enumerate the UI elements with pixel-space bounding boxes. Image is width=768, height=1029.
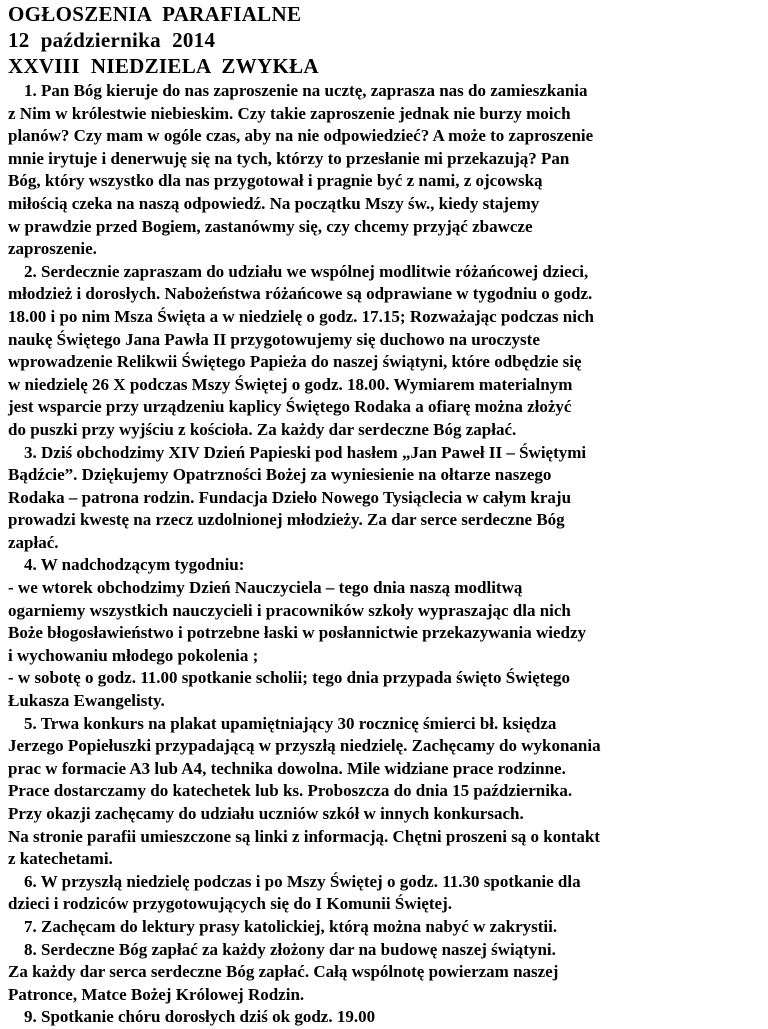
text-line: z Nim w królestwie niebieskim. Czy takie zaproszenie jednak nie burzy moich — [8, 103, 571, 123]
document-date: 12 października 2014 — [8, 28, 216, 52]
text-line: i wychowaniu młodego pokolenia ; — [8, 645, 259, 665]
text-line: 3. Dziś obchodzimy XIV Dzień Papieski pod hasłem „Jan Paweł II – Świętymi — [24, 442, 587, 462]
text-line: młodzież i dorosłych. Nabożeństwa różańcowe są odprawiane w tygodniu o godz. — [8, 284, 593, 304]
text-line: prowadzi kwestę na rzecz uzdolnionej młodzieży. Za dar serce serdeczne Bóg — [8, 510, 565, 530]
text-line: 2. Serdecznie zapraszam do udziału we wspólnej modlitwie różańcowej dzieci, — [24, 261, 589, 281]
document-header — [8, 1, 760, 79]
text-line: mnie irytuje i denerwuję się na tych, którzy to przesłanie mi przekazują? Pan — [8, 148, 570, 168]
text-line: Przy okazji zachęcamy do udziału uczniów szkół w innych konkursach. — [8, 804, 524, 823]
text-line: 18.00 i po nim Msza Święta a w niedzielę o godz. 17.15; Rozważając podczas nich — [8, 306, 594, 326]
text-line: 5. Trwa konkurs na plakat upamiętniający 30 rocznicę śmierci bł. księdza — [24, 713, 557, 733]
text-line: z katechetami. — [8, 849, 113, 869]
text-line: Patronce, Matce Bożej Królowej Rodzin. — [8, 984, 305, 1004]
text-line: 8. Serdeczne Bóg zapłać za każdy złożony dar na budowę naszej świątyni. — [24, 939, 556, 959]
text-line: Prace dostarczamy do katechetek lub ks. Proboszcza do dnia 15 października. — [8, 781, 573, 801]
text-line: miłością czeka na naszą odpowiedź. Na początku Mszy św., kiedy stajemy — [8, 193, 540, 213]
text-line: dzieci i rodziców przygotowujących się do I Komunii Świętej. — [8, 894, 453, 914]
text-line: Łukasza Ewangelisty. — [8, 691, 165, 711]
text-line: wprowadzenie Relikwii Świętego Papieża do naszej świątyni, które odbędzie się — [8, 352, 582, 372]
text-line: Bądźcie”. Dziękujemy Opatrzności Bożej za wyniesienie na ołtarze naszego — [8, 465, 552, 485]
text-line: - w sobotę o godz. 11.00 spotkanie scholii; tego dnia przypada święto Świętego — [8, 668, 570, 688]
text-line: 6. W przyszłą niedzielę podczas i po Mszy Świętej o godz. 11.30 spotkanie dla — [24, 871, 581, 891]
text-line: do puszki przy wyjściu z kościoła. Za każdy dar serdeczne Bóg zapłać. — [8, 419, 517, 439]
text-line: planów? Czy mam w ogóle czas, aby na nie odpowiedzieć? A może to zaproszenie — [8, 126, 594, 146]
text-line: Bóg, który wszystko dla nas przygotował i pragnie być z nami, z ojcowską — [8, 171, 543, 191]
text-line: Na stronie parafii umieszczone są linki z informacją. Chętni proszeni są o kontakt — [8, 826, 600, 846]
announcement-body — [8, 80, 760, 1029]
announcement-page — [0, 1, 768, 1029]
text-line: w prawdzie przed Bogiem, zastanówmy się, czy chcemy przyjąć zbawcze — [8, 216, 533, 236]
text-line: naukę Świętego Jana Pawła II przygotowujemy się duchowo na uroczyste — [8, 329, 540, 349]
text-line: zapłać. — [8, 532, 59, 552]
text-line: 7. Zachęcam do lektury prasy katolickiej, którą można nabyć w zakrystii. — [24, 916, 558, 936]
text-line: - we wtorek obchodzimy Dzień Nauczyciela – tego dnia naszą modlitwą — [8, 578, 523, 598]
text-line: 1. Pan Bóg kieruje do nas zaproszenie na ucztę, zaprasza nas do zamieszkania — [24, 81, 588, 100]
text-line: w niedzielę 26 X podczas Mszy Świętej o godz. 18.00. Wymiarem materialnym — [8, 374, 573, 394]
text-line: zaproszenie. — [8, 239, 97, 259]
liturgical-sunday: XXVIII NIEDZIELA ZWYKŁA — [8, 54, 319, 78]
document-title: OGŁOSZENIA PARAFIALNE — [8, 2, 302, 26]
text-line: Jerzego Popiełuszki przypadającą w przyszłą niedzielę. Zachęcamy do wykonania — [8, 736, 601, 756]
text-line: 4. W nadchodzącym tygodniu: — [24, 555, 245, 575]
text-line: Za każdy dar serca serdeczne Bóg zapłać. Całą wspólnotę powierzam naszej — [8, 962, 559, 982]
text-line: Rodaka – patrona rodzin. Fundacja Dzieło Nowego Tysiąclecia w całym kraju — [8, 487, 572, 507]
text-line: ogarniemy wszystkich nauczycieli i pracowników szkoły wypraszając dla nich — [8, 600, 571, 620]
text-line: prac w formacie A3 lub A4, technika dowolna. Mile widziane prace rodzinne. — [8, 758, 566, 778]
text-line: 9. Spotkanie chóru dorosłych dziś ok godz. 19.00 — [24, 1007, 376, 1027]
text-line: Boże błogosławieństwo i potrzebne łaski w posłannictwie przekazywania wiedzy — [8, 623, 586, 643]
text-line: jest wsparcie przy urządzeniu kaplicy Świętego Rodaka a ofiarę można złożyć — [8, 397, 572, 417]
